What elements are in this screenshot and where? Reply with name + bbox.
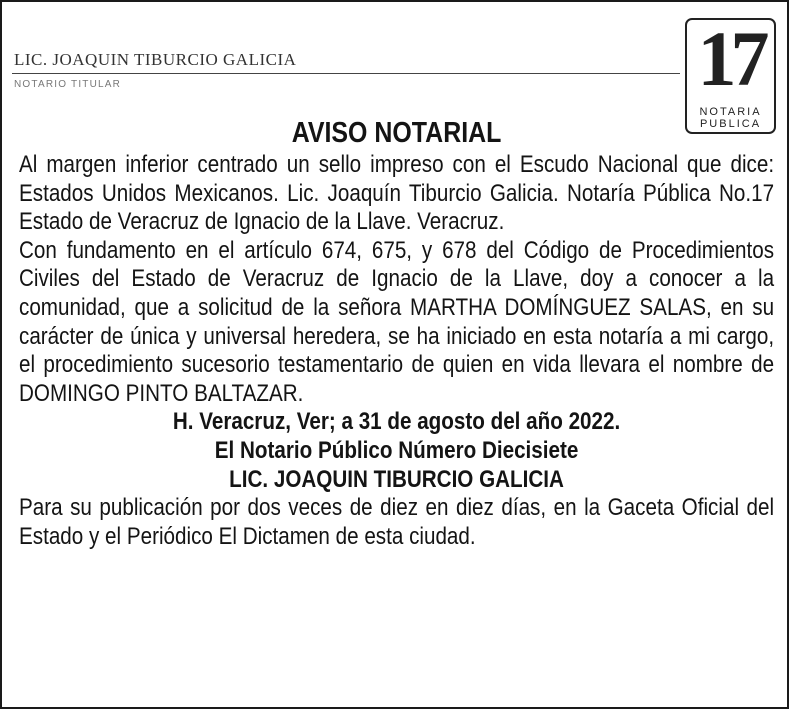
place-date: H. Veracruz, Ver; a 31 de agosto del año 2022. [172, 408, 621, 436]
seal-line-publica: PUBLICA [699, 118, 762, 130]
notice-paragraph-procedure: Con fundamento en el artículo 674, 675, y 678 del Código de Procedimientos Civiles del Estado de Veracruz de Ignacio de la Llave, doy a conocer a la comunidad, que a solicitud de la señora MARTHA DOMÍNGUEZ SALAS, en su carácter de única y universal heredera, se ha iniciado en esta notaría a mi cargo, el procedimiento sucesorio testamentario de quien en vida llevara el nombre de DOMINGO PINTO BALTAZAR. [19, 236, 775, 407]
seal-number: 17 [697, 15, 764, 102]
signer-name: LIC. JOAQUIN TIBURCIO GALICIA [229, 465, 564, 493]
publication-note: Para su publicación por dos veces de diez en diez días, en la Gaceta Oficial del Estado y el Periódico El Dictamen de esta ciudad. [19, 494, 775, 550]
notice-heading: AVISO NOTARIAL [291, 117, 502, 149]
letterhead-divider [12, 73, 680, 74]
notice-paragraph-seal: Al margen inferior centrado un sello impreso con el Escudo Nacional que dice: Estados Unidos Mexicanos. Lic. Joaquín Tiburcio Galicia. Notaría Pública No.17 Estado de Veracruz de Ignacio de la Llave. Veracruz. [19, 151, 775, 236]
letterhead-name: LIC. JOAQUIN TIBURCIO GALICIA [14, 50, 297, 69]
notice-body [19, 117, 774, 551]
signer-title: El Notario Público Número Diecisiete [214, 436, 579, 464]
letterhead-title: NOTARIO TITULAR [14, 79, 122, 90]
seal-line-notaria: NOTARIA [699, 106, 762, 118]
